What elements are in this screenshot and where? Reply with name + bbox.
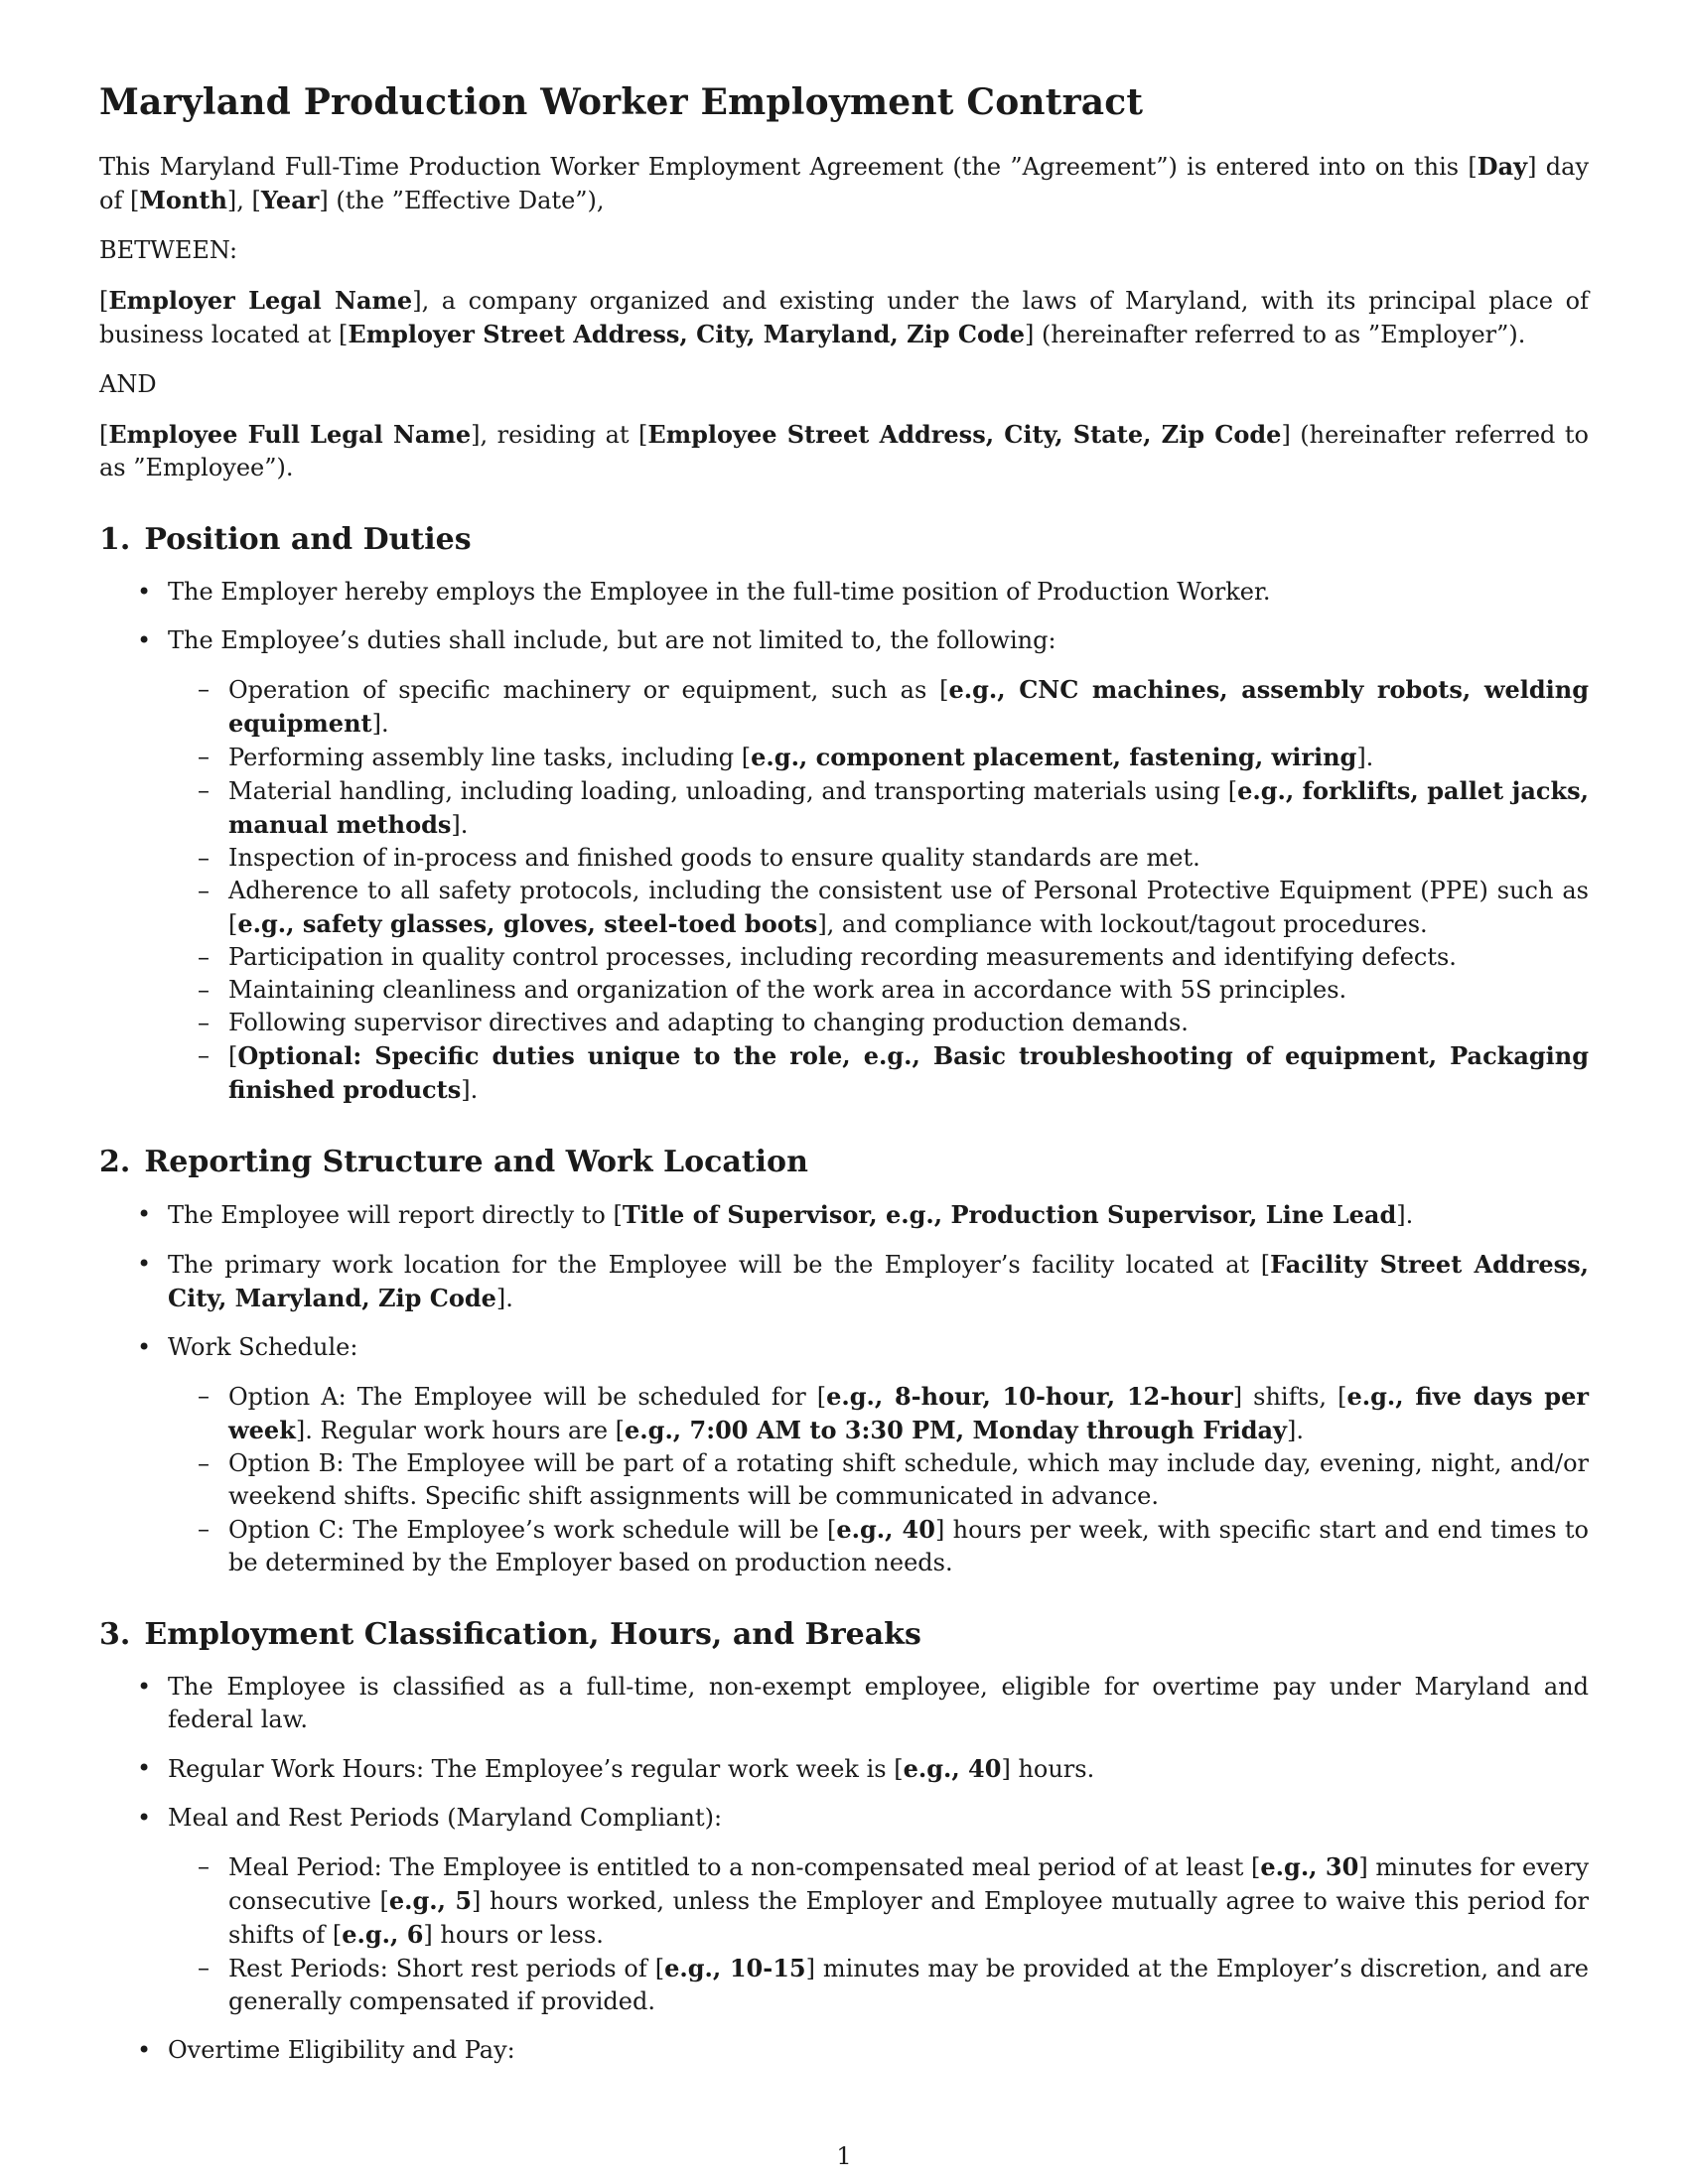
section-title: Employment Classification, Hours, and Breaks	[144, 1617, 921, 1653]
placeholder-employer-name: Employer Legal Name	[108, 286, 413, 316]
text: [	[99, 421, 109, 450]
placeholder: e.g., safety glasses, gloves, steel-toed boots	[237, 909, 818, 939]
placeholder-year: Year	[260, 186, 320, 215]
rest-period-item	[168, 1952, 1589, 2018]
text: ].	[451, 811, 469, 840]
text: ], and compliance with lockout/tagout procedures.	[817, 910, 1428, 939]
list-item	[99, 1752, 1589, 1786]
section-heading-1	[99, 522, 1589, 558]
list-item: • Overtime Eligibility and Pay:	[99, 2034, 1589, 2067]
text: This Maryland Full-Time Production Worker Employment Agreement (the ”Agreement”) is entered into on this [	[99, 153, 1477, 182]
placeholder: e.g., 40	[836, 1515, 935, 1545]
duty-item	[168, 875, 1589, 941]
text: ] hours worked, unless the Employer and Employee mutually agree to waive this period for shifts of [	[228, 1887, 1589, 1950]
section-title: Reporting Structure and Work Location	[144, 1145, 808, 1180]
placeholder: e.g., CNC machines, assembly robots, welding equipment	[228, 675, 1589, 739]
placeholder-employer-address: Employer Street Address, City, Maryland, Zip Code	[348, 320, 1026, 349]
text: ] (hereinafter referred to as ”Employee”).	[99, 421, 1589, 482]
section-2-list	[99, 1198, 1589, 1579]
text: ]. Regular work hours are [	[295, 1417, 626, 1445]
text: ] hours per week, with specific start and end times to be determined by the Employer based on production needs.	[228, 1516, 1590, 1577]
meal-period-item	[168, 1850, 1589, 1952]
text: Operation of specific machinery or equipment, such as [	[228, 676, 949, 705]
schedule-option-a	[168, 1380, 1589, 1447]
placeholder: e.g., component placement, fastening, wiring	[751, 743, 1357, 772]
text: The Employee’s duties shall include, but are not limited to, the following:	[168, 626, 1056, 655]
placeholder-day: Day	[1477, 152, 1528, 182]
document-title: Maryland Production Worker Employment Contract	[99, 81, 1144, 123]
duty-item	[168, 774, 1589, 842]
list-item: • The Employer hereby employs the Employee in the full-time position of Production Worker.	[99, 576, 1589, 609]
text: ] minutes for every consecutive [	[228, 1853, 1590, 1916]
text: Option C: The Employee’s work schedule will be [	[228, 1516, 837, 1545]
duty-item	[168, 1039, 1589, 1107]
text: ] hours.	[1001, 1755, 1095, 1784]
page-number: 1	[836, 2142, 852, 2170]
placeholder: e.g., 8-hour, 10-hour, 12-hour	[826, 1382, 1233, 1412]
duty-item: – Participation in quality control processes, including recording measurements and identifying defects.	[168, 941, 1589, 974]
text: ].	[461, 1076, 479, 1105]
text: ] minutes may be provided at the Employer’s discretion, and are generally compensated if provided.	[228, 1955, 1589, 2016]
text: ] (hereinafter referred to as ”Employer”).	[1025, 321, 1526, 349]
text: Material handling, including loading, unloading, and transporting materials using [	[228, 777, 1238, 806]
section-title: Position and Duties	[144, 522, 472, 558]
section-1-list	[99, 576, 1589, 1107]
placeholder: Title of Supervisor, e.g., Production Supervisor, Line Lead	[622, 1200, 1397, 1230]
text: ] hours or less.	[423, 1921, 604, 1950]
text: Regular Work Hours: The Employee’s regular work week is [	[168, 1755, 904, 1784]
text: Performing assembly line tasks, including [	[228, 744, 752, 772]
placeholder: e.g., five days per week	[228, 1382, 1590, 1445]
placeholder: e.g., 30	[1260, 1852, 1359, 1882]
placeholder-employee-address: Employee Street Address, City, State, Zip Code	[647, 420, 1282, 450]
placeholder-employee-name: Employee Full Legal Name	[108, 420, 472, 450]
section-3-list	[99, 1671, 1589, 2067]
duties-list	[168, 673, 1589, 1107]
list-item	[99, 1198, 1589, 1232]
text: ], a company organized and existing under the laws of Maryland, with its principal place of business located at [	[99, 287, 1589, 349]
list-item	[99, 1802, 1589, 2018]
text: ] day of [	[99, 153, 1589, 215]
duty-item	[168, 741, 1589, 774]
placeholder: e.g., 7:00 AM to 3:30 PM, Monday through Friday	[625, 1416, 1287, 1445]
text: Option A: The Employee will be scheduled for [	[228, 1383, 827, 1412]
section-number: 3.	[99, 1617, 131, 1653]
duty-item: – Following supervisor directives and adapting to changing production demands.	[168, 1007, 1589, 1039]
text: ].	[1286, 1417, 1304, 1445]
list-item	[99, 1331, 1589, 1579]
section-heading-2	[99, 1145, 1589, 1180]
text: ] (the ”Effective Date”),	[319, 187, 605, 215]
duty-item: – Inspection of in-process and finished goods to ensure quality standards are met.	[168, 842, 1589, 875]
placeholder: e.g., forklifts, pallet jacks, manual methods	[228, 776, 1589, 840]
section-number: 2.	[99, 1145, 131, 1180]
text: ], residing at [	[471, 421, 648, 450]
text: Rest Periods: Short rest periods of [	[228, 1955, 665, 1983]
placeholder-month: Month	[139, 186, 227, 215]
text: The Employee will report directly to [	[168, 1201, 623, 1230]
intro-paragraph	[99, 150, 1589, 217]
section-heading-3	[99, 1617, 1589, 1653]
text: Meal and Rest Periods (Maryland Compliant):	[168, 1804, 723, 1833]
text: ].	[495, 1285, 513, 1313]
text: The primary work location for the Employee will be the Employer’s facility located at [	[168, 1251, 1271, 1280]
list-item: • The Employee is classified as a full-time, non-exempt employee, eligible for overtime pay under Maryland and federal law.	[99, 1671, 1589, 1736]
placeholder: e.g., 10-15	[664, 1954, 806, 1983]
text: ].	[371, 710, 389, 739]
and-label: AND	[99, 370, 157, 399]
schedule-option-b: – Option B: The Employee will be part of a rotating shift schedule, which may include day, evening, night, and/or weekend shifts. Specific shift assignments will be communicated in advance.	[168, 1447, 1589, 1513]
document-page	[99, 81, 1589, 2083]
text: [	[99, 287, 109, 316]
text: Meal Period: The Employee is entitled to a non-compensated meal period of at least [	[228, 1853, 1261, 1882]
breaks-list	[168, 1850, 1589, 2018]
placeholder: e.g., 40	[903, 1754, 1002, 1784]
employee-paragraph	[99, 418, 1589, 484]
list-item	[99, 1248, 1589, 1315]
between-label: BETWEEN:	[99, 236, 238, 265]
employer-paragraph	[99, 284, 1589, 351]
duty-item: – Maintaining cleanliness and organization of the work area in accordance with 5S principles.	[168, 974, 1589, 1007]
schedule-option-c	[168, 1513, 1589, 1579]
text: ] shifts, [	[1232, 1383, 1347, 1412]
text: [	[228, 1042, 238, 1071]
placeholder: e.g., 6	[342, 1920, 424, 1950]
placeholder: Facility Street Address, City, Maryland, Zip Code	[168, 1250, 1589, 1313]
text: Work Schedule:	[168, 1333, 358, 1362]
duty-item	[168, 673, 1589, 741]
text: ].	[1396, 1201, 1414, 1230]
text: Adherence to all safety protocols, including the consistent use of Personal Protective Equipment (PPE) such as [	[228, 877, 1589, 939]
list-item	[99, 624, 1589, 1107]
section-number: 1.	[99, 522, 131, 558]
placeholder: e.g., 5	[388, 1886, 473, 1916]
text: ], [	[226, 187, 261, 215]
placeholder: Optional: Specific duties unique to the role, e.g., Basic troubleshooting of equipment, Packaging finished products	[228, 1041, 1589, 1105]
schedule-options-list	[168, 1380, 1589, 1579]
text: ].	[1356, 744, 1374, 772]
